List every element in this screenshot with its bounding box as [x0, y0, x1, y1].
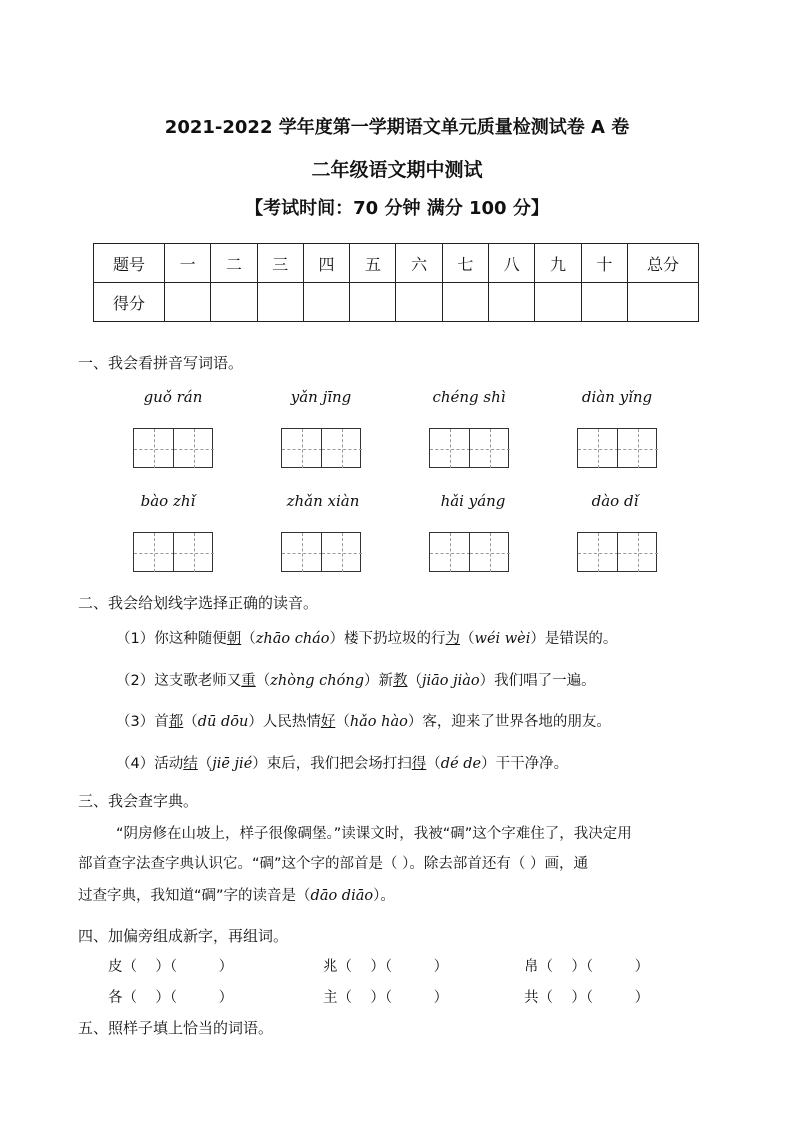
radical-item[interactable]: 帛（ ）（ ）	[524, 959, 650, 975]
section4-heading: 四、加偏旁组成新字，再组词。	[78, 927, 289, 945]
pinyin-label: dào dǐ	[591, 492, 639, 510]
writing-grid[interactable]	[577, 532, 657, 572]
underlined-char: 朝	[226, 631, 242, 647]
pinyin-choice[interactable]: dé de	[440, 756, 482, 772]
question-text: （	[241, 631, 256, 647]
score-input-cell[interactable]	[396, 283, 442, 322]
score-table-cell: 十	[581, 244, 627, 283]
writing-grid[interactable]	[429, 532, 509, 572]
score-table-cell: 八	[489, 244, 535, 283]
score-input-cell[interactable]	[350, 283, 396, 322]
score-table-cell: 六	[396, 244, 442, 283]
question-text: ）束后，我们把会场打扫	[252, 756, 412, 772]
question-text: ）我们唱了一遍。	[479, 673, 596, 689]
paragraph-text: ）。	[373, 888, 395, 904]
writing-grid[interactable]	[133, 532, 213, 572]
score-input-cell[interactable]	[442, 283, 488, 322]
radical-item[interactable]: 兆（ ）（ ）	[323, 959, 449, 975]
pinyin-choice[interactable]: dāo diāo	[310, 888, 374, 904]
paragraph-line: “阴房修在山坡上，样子很像碉堡。”读课文时，我被“碉”这个字难住了，我决定用	[116, 826, 632, 842]
pinyin-label: hǎi yáng	[440, 492, 506, 510]
question-text: （	[426, 756, 441, 772]
section1-heading: 一、我会看拼音写词语。	[78, 354, 244, 372]
score-table-cell: 二	[211, 244, 257, 283]
writing-grid[interactable]	[133, 428, 213, 468]
question-text: （	[335, 714, 350, 730]
score-input-cell[interactable]	[211, 283, 257, 322]
pinyin-label: diàn yǐng	[581, 388, 653, 406]
writing-grid[interactable]	[429, 428, 509, 468]
radical-item[interactable]: 各（ ）（ ）	[108, 990, 234, 1006]
pinyin-label: yǎn jīng	[290, 388, 352, 406]
score-input-cell[interactable]	[165, 283, 211, 322]
score-table-cell: 三	[257, 244, 303, 283]
pinyin-choice[interactable]: wéi wèi	[474, 631, 531, 647]
question-text: （4）活动	[116, 756, 184, 772]
pinyin-label: bào zhǐ	[140, 492, 196, 510]
question-text: ）客，迎来了世界各地的朋友。	[407, 714, 611, 730]
question-2-4	[116, 752, 568, 773]
underlined-char: 好	[320, 714, 336, 730]
underlined-char: 为	[445, 631, 461, 647]
pinyin-label: guǒ rán	[143, 388, 203, 406]
paragraph-line	[78, 884, 395, 905]
underlined-char: 重	[241, 673, 256, 689]
pinyin-label: zhǎn xiàn	[286, 492, 360, 510]
pinyin-choice[interactable]: hǎo hào	[349, 714, 408, 730]
section3-heading: 三、我会查字典。	[78, 792, 199, 810]
pinyin-choice[interactable]: jiē jié	[212, 756, 253, 772]
writing-grid[interactable]	[281, 428, 361, 468]
question-text: ）楼下扔垃圾的行	[329, 631, 446, 647]
question-text: ）新	[363, 673, 393, 689]
score-table	[93, 243, 699, 322]
question-text: （	[183, 714, 198, 730]
pinyin-choice[interactable]: zhòng chóng	[270, 673, 364, 689]
pinyin-label: chéng shì	[432, 388, 506, 406]
question-text: （	[255, 673, 271, 689]
underlined-char: 结	[183, 756, 198, 772]
radical-item[interactable]: 共（ ）（ ）	[524, 990, 650, 1006]
pinyin-choice[interactable]: dū dōu	[197, 714, 249, 730]
exam-info: 【考试时间：70 分钟 满分 100 分】	[245, 198, 549, 219]
score-table-cell: 题号	[94, 244, 165, 283]
radical-item[interactable]: 主（ ）（ ）	[323, 990, 449, 1006]
score-input-cell[interactable]	[581, 283, 627, 322]
question-text: （1）你这种随便	[116, 631, 227, 647]
question-text: ）是错误的。	[530, 631, 618, 647]
question-2-3	[116, 710, 611, 731]
exam-subtitle: 二年级语文期中测试	[311, 159, 483, 181]
score-table-cell: 九	[535, 244, 581, 283]
score-label: 得分	[94, 283, 165, 322]
score-table-score-row	[94, 283, 699, 322]
section2-heading: 二、我会给划线字选择正确的读音。	[78, 594, 319, 612]
underlined-char: 都	[168, 714, 184, 730]
writing-grid[interactable]	[577, 428, 657, 468]
score-input-cell[interactable]	[628, 283, 699, 322]
underlined-char: 教	[392, 673, 408, 689]
paragraph-line: 部首查字法查字典认识它。“碉”这个字的部首是（ ）。除去部首还有（ ）画，通	[78, 856, 588, 872]
exam-title: 2021-2022 学年度第一学期语文单元质量检测试卷 A 卷	[164, 117, 630, 138]
score-input-cell[interactable]	[535, 283, 581, 322]
pinyin-choice[interactable]: jiāo jiào	[421, 673, 480, 689]
question-2-2	[116, 669, 596, 690]
question-text: ）人民热情	[248, 714, 321, 730]
writing-grid[interactable]	[281, 532, 361, 572]
score-table-cell: 五	[350, 244, 396, 283]
question-2-1	[116, 627, 617, 648]
paragraph-text: 过查字典，我知道“碉”字的读音是（	[78, 888, 311, 904]
score-table-cell: 总分	[628, 244, 699, 283]
question-text: （	[460, 631, 475, 647]
question-text: （3）首	[116, 714, 169, 730]
pinyin-choice[interactable]: zhāo cháo	[255, 631, 330, 647]
radical-item[interactable]: 皮（ ）（ ）	[108, 959, 234, 975]
underlined-char: 得	[411, 756, 427, 772]
question-text: （	[197, 756, 213, 772]
score-table-header-row	[94, 244, 699, 283]
score-table-cell: 七	[442, 244, 488, 283]
score-input-cell[interactable]	[489, 283, 535, 322]
question-text: （	[407, 673, 422, 689]
score-table-cell: 一	[165, 244, 211, 283]
section5-heading: 五、照样子填上恰当的词语。	[78, 1019, 274, 1037]
question-text: （2）这支歌老师又	[116, 673, 242, 689]
score-input-cell[interactable]	[257, 283, 303, 322]
score-input-cell[interactable]	[303, 283, 349, 322]
question-text: ）干干净净。	[481, 756, 569, 772]
score-table-cell: 四	[303, 244, 349, 283]
